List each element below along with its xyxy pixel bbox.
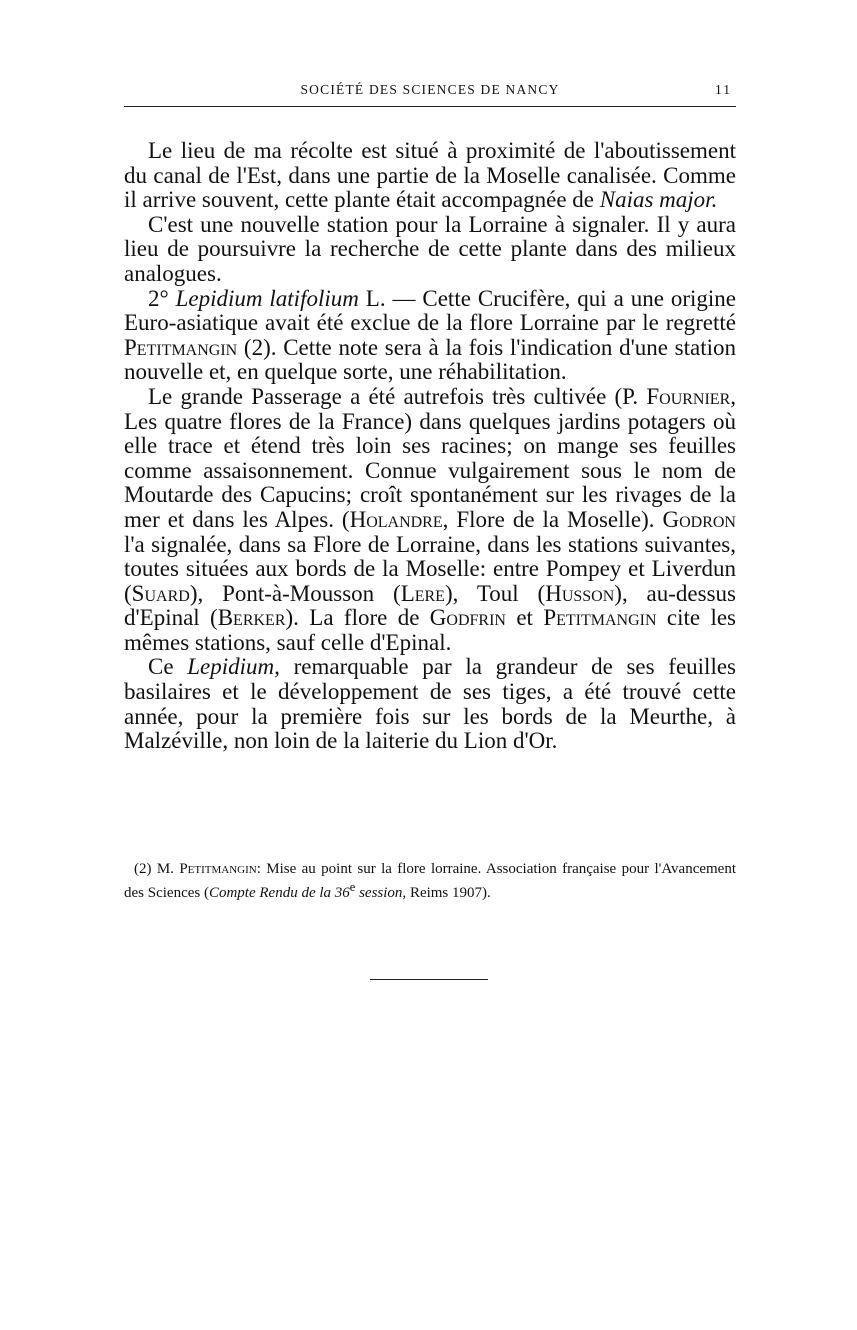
superscript: e <box>349 880 356 894</box>
text: L. — Cette Crucifère, qui a une origine Euro-asiatique avait été exclue de la flore Lorraine par le regretté <box>124 285 736 336</box>
paragraph-2 <box>124 213 736 287</box>
paragraph-3 <box>124 287 736 385</box>
text: 2° <box>148 285 176 311</box>
text: et <box>505 605 544 631</box>
footnotes <box>124 860 736 902</box>
page-number: 11 <box>715 82 732 97</box>
text: ), Toul ( <box>444 580 546 606</box>
text: Le grande Passerage a été autrefois très cultivée (P. <box>148 383 647 409</box>
citation-title: Compte Rendu de la 36 <box>208 885 350 901</box>
end-rule <box>370 979 488 980</box>
paragraph-1 <box>124 139 736 213</box>
author-name: Petitmangin <box>179 861 257 877</box>
author-name: Berker <box>217 605 286 631</box>
text: , Flore de la Moselle). <box>442 506 663 532</box>
citation-title: session, <box>355 885 407 901</box>
author-name: Holandre <box>349 506 443 532</box>
text: (2) M. <box>134 861 180 877</box>
author-name: Godron <box>662 506 736 532</box>
text: ). La flore de <box>285 605 430 631</box>
author-name: Suard <box>131 580 190 606</box>
running-header <box>124 82 736 107</box>
author-name: Lere <box>400 580 445 606</box>
species-name: Lepidium latifolium <box>175 285 359 311</box>
species-name: Naias major. <box>599 187 718 213</box>
author-name: Petitmangin <box>543 605 657 631</box>
running-title: SOCIÉTÉ DES SCIENCES DE NANCY <box>300 82 560 97</box>
text: l'a signalée, dans sa Flore de Lorraine, dans les stations suivantes, toutes situées aux bords de la Moselle: entre Pompey et Liverdun ( <box>124 531 736 606</box>
paragraph-4 <box>124 385 736 656</box>
text: ), au-dessus d'Epinal ( <box>124 580 736 631</box>
text: : Mise au point sur la flore lorraine. Association française pour l'Avancement des Sciences ( <box>124 861 737 901</box>
species-name: Lepidium, <box>187 654 280 680</box>
text: cite les mêmes stations, sauf celle d'Epinal. <box>124 605 737 655</box>
text: (2). Cette note sera à la fois l'indication d'une station nouvelle et, en quelque sorte, une réhabilitation. <box>124 334 736 385</box>
text: Ce <box>148 654 188 680</box>
text: C'est une nouvelle station pour la Lorraine à signaler. Il y aura lieu de poursuivre la recherche de cette plante dans des milieux analogues. <box>124 211 736 286</box>
author-name: Fournier <box>646 383 731 409</box>
text: , Les quatre flores de la France) dans quelques jardins potagers où elle trace et étend très loin ses racines; on mange ses feuilles comme assaisonnement. Connue vulgairement sous le nom de Moutarde des Capucins; croît spontanément sur les rivages de la mer et dans les Alpes. ( <box>124 383 736 532</box>
author-name: Husson <box>545 580 615 606</box>
text: Reims 1907). <box>406 885 491 901</box>
author-name: Godfrin <box>429 605 506 631</box>
footnote-2 <box>124 860 736 902</box>
author-name: Petitmangin <box>124 334 238 360</box>
text: ), Pont-à-Mousson ( <box>189 580 401 606</box>
text: Le lieu de ma récolte est situé à proximité de l'aboutissement du canal de l'Est, dans une partie de la Moselle canalisée. Comme il arrive souvent, cette plante était accompagnée de <box>124 138 736 213</box>
paragraph-5 <box>124 655 736 753</box>
text: remarquable par la grandeur de ses feuilles basilaires et le développement de ses tiges, a été trouvé cette année, pour la première fois sur les bords de la Meurthe, à Malzéville, non loin de la laiterie du Lion d'Or. <box>124 654 736 754</box>
main-text <box>124 139 736 754</box>
